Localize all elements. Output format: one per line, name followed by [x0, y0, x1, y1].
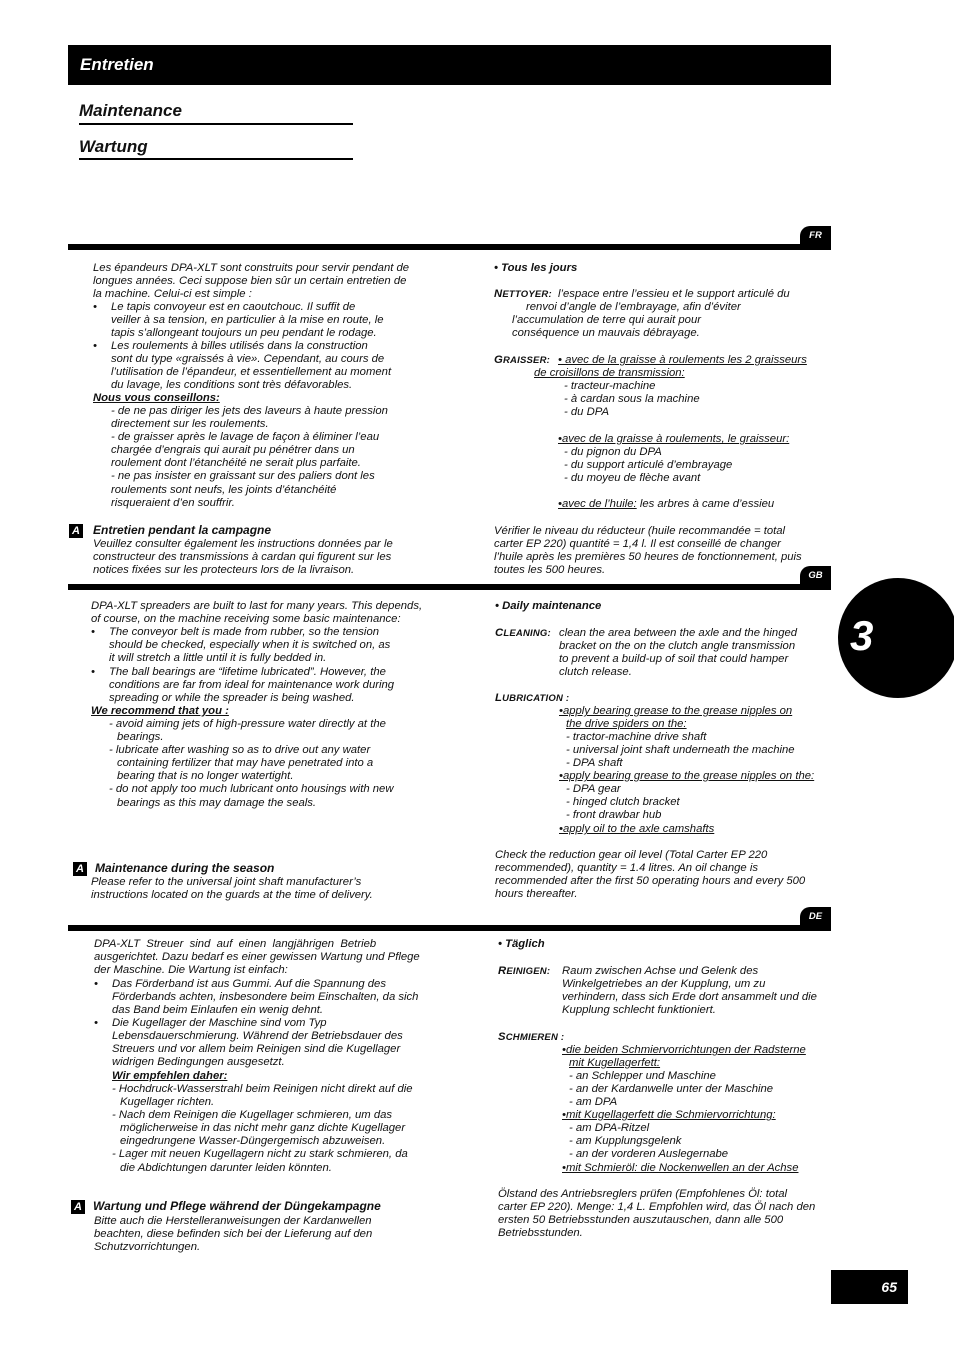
- gb-check-text: Check the reduction gear oil level (Total Carter EP 220 recommended), quantity = 1.4 litres. An oil change is recommended after the first 50 operating hours and every 500 hours thereafter.: [495, 849, 806, 901]
- de-advice-list: - Hochdruck-Wasserstrahl beim Reinigen nicht direkt auf die Kugellager richten. - Nach dem Reinigen die Kugellager schmieren, um das möglicherweise in das nicht mehr ganz dichte Kugellager eingedrungene Wasser-Düngergemisch abzuweisen. - Lager mit neuen Kugellagern nicht zu stark schmieren, da die Abdichtungen darunter leiden könnten.: [112, 1083, 413, 1174]
- de-campaign-text: Bitte auch die Herstelleranweisungen der Kardanwellen beachten, diese befinden sich bei der Lieferung auf den Schutzvorrichtungen.: [94, 1215, 373, 1254]
- fr-oil-item: •avec de l’huile: les arbres à came d’essieu: [558, 498, 775, 510]
- gb-grease-points-1: - tractor-machine drive shaft - universal joint shaft underneath the machine - DPA shaft: [566, 731, 795, 770]
- de-lubrication-label: SCHMIEREN :: [498, 1031, 565, 1043]
- fr-grease-item-1: • avec de la graisse à roulements les 2 graisseurs: [558, 354, 807, 366]
- a-badge: A: [73, 862, 87, 876]
- fr-grease-points-2: - du pignon du DPA - du support articulé d’embrayage - du moyeu de flèche avant: [564, 446, 733, 485]
- fr-bullet-2: Les roulements à billes utilisés dans la construction sont du type «graissés à vie». Cependant, au cours de l’utilisation de l’épandeur, et essentiellement au moment du lavage, les conditions sont très défavorables.: [111, 340, 392, 392]
- fr-bullet-1: Le tapis convoyeur est en caoutchouc. Il suffit de veiller à sa tension, en particulier à la mise en route, le tapis s’allongeant toujours un peu pendant le rodage.: [111, 301, 384, 340]
- gb-advice-list: - avoid aiming jets of high-pressure water directly at the bearings. - lubricate after washing so as to drive out any water containing fertilizer that may have penetrated into a bearing that is no longer watertight. - do not apply too much lubricant onto housings with new bearings as this may damage the seals.: [109, 718, 394, 809]
- fr-clean-label: NETTOYER:: [494, 288, 552, 300]
- fr-campaign-text: Veuillez consulter également les instructions données par le constructeur des transmissions à cardan qui figurent sur les notices fixées sur les protecteurs lors de la livraison.: [93, 538, 393, 577]
- gb-grease-points-2: - DPA gear - hinged clutch bracket - front drawbar hub: [566, 783, 680, 822]
- de-advice-heading: Wir empfehlen daher:: [112, 1070, 228, 1082]
- bullet: •: [94, 978, 98, 990]
- subtitle-underline: [79, 158, 353, 160]
- de-daily-heading: • Täglich: [498, 938, 545, 950]
- de-clean-label: REINIGEN:: [498, 965, 551, 977]
- a-badge: A: [71, 1200, 85, 1214]
- de-grease-item-2: •mit Kugellagerfett die Schmiervorrichtung:: [562, 1109, 776, 1121]
- bullet: •: [94, 1017, 98, 1029]
- subtitle-wartung: Wartung: [79, 137, 148, 156]
- gb-grease-item-1-cont: the drive spiders on the:: [566, 718, 687, 730]
- gb-oil-item: •apply oil to the axle camshafts: [559, 823, 715, 835]
- bullet: •: [91, 626, 95, 638]
- fr-advice-list: - de ne pas diriger les jets des laveurs à haute pression directement sur les roulements. - de graisser après le lavage de façon à éliminer l’eau chargée d’engrais qui aurait pu pénétrer dans un roulement dont l’étanchéité ne serait plus parfaite. - ne pas insister en graissant sur des paliers dont les roulements sont neufs, les joints d’étanchéité risqueraient d’en souffrir.: [111, 405, 388, 509]
- de-intro: DPA-XLT Streuer sind auf einen langjährigen Betrieb ausgerichtet. Dazu bedarf es einer gewissen Wartung und Pflege der Maschine. Die Wartung ist einfach:: [94, 938, 420, 977]
- gb-grease-item-2: •apply bearing grease to the grease nipples on the:: [559, 770, 815, 782]
- gb-bullet-2: The ball bearings are “lifetime lubricated”. However, the conditions are far from ideal for maintenance work during spreading or while the spreader is being washed.: [109, 666, 395, 705]
- gb-intro: DPA-XLT spreaders are built to last for many years. This depends, of course, on the machine receiving some basic maintenance:: [91, 600, 423, 626]
- fr-intro: Les épandeurs DPA-XLT sont construits pour servir pendant de longues années. Ceci suppose bien sûr un certain entretien de la machine. Celui-ci est simple :: [93, 262, 410, 301]
- page-number: 65: [881, 1279, 897, 1295]
- gb-campaign-title: Maintenance during the season: [95, 861, 275, 875]
- language-tab-de: DE: [800, 907, 831, 927]
- gb-advice-heading: We recommend that you :: [91, 705, 229, 717]
- bullet: •: [93, 340, 97, 352]
- gb-clean-text: clean the area between the axle and the hinged bracket on the on the clutch angle transmission to prevent a build-up of soil that could hamper clutch release.: [559, 627, 798, 679]
- fr-grease-points-1: - tracteur-machine - à cardan sous la machine - du DPA: [564, 380, 700, 419]
- gb-campaign-text: Please refer to the universal joint shaft manufacturer’s instructions located on the guards at the time of delivery.: [91, 876, 373, 902]
- de-bullet-2: Die Kugellager der Maschine sind vom Typ Lebensdauerschmierung. Während der Betriebsdauer des Streuers und vor allem beim Reinigen sind die Kugellager widrigen Bedingungen ausgesetzt.: [112, 1017, 403, 1069]
- de-oil-item: •mit Schmieröl: die Nockenwellen an der Achse: [562, 1162, 799, 1174]
- de-grease-points-2: - am DPA-Ritzel - am Kupplungsgelenk - an der vorderen Auslegernabe: [569, 1122, 729, 1161]
- gb-bullet-1: The conveyor belt is made from rubber, so the tension should be checked, especially when it is switched on, as it will stretch a little until it is fully bedded in.: [109, 626, 391, 665]
- de-bullet-1: Das Förderband ist aus Gummi. Auf die Spannung des Förderbands achten, insbesondere beim Einschalten, da sich das Band beim Einlaufen ein wenig dehnt.: [112, 978, 419, 1017]
- gb-clean-label: CLEANING:: [495, 627, 551, 639]
- fr-check-text: Vérifier le niveau du réducteur (huile recommandée = total carter EP 220) quantité = 1,4 l. Il est conseillé de changer l’huile après les premières 50 heures de fonctionnement, puis toutes les 500 heures.: [494, 525, 802, 577]
- fr-advice-heading: Nous vous conseillons:: [93, 392, 220, 404]
- a-badge: A: [69, 524, 83, 538]
- fr-daily-heading: • Tous les jours: [494, 262, 578, 274]
- chapter-number: 3: [850, 612, 874, 659]
- de-campaign-title: Wartung und Pflege während der Düngekampagne: [93, 1199, 381, 1213]
- gb-grease-item-1: •apply bearing grease to the grease nipples on: [559, 705, 793, 717]
- de-check-text: Ölstand des Antriebsreglers prüfen (Empfohlenes Öl: total carter EP 220). Menge: 1,4 L. Empfohlen wird, das Öl nach den ersten 50 Betriebsstunden auszutauschen, dann alle 500 Betriebsstunden.: [498, 1188, 816, 1240]
- bullet: •: [91, 666, 95, 678]
- fr-grease-label: GRAISSER:: [494, 354, 550, 366]
- subtitle-maintenance: Maintenance: [79, 101, 182, 120]
- section-rule: [68, 584, 831, 590]
- section-rule: [68, 925, 831, 931]
- fr-campaign-title: Entretien pendant la campagne: [93, 523, 272, 537]
- fr-clean-text-cont: renvoi d’angle de l’embrayage, afin d’éviter l’accumulation de terre qui aurait pour conséquence un mauvais débrayage.: [512, 301, 741, 340]
- de-grease-item-1: •die beiden Schmiervorrichtungen der Radsterne: [562, 1044, 806, 1056]
- language-tab-gb: GB: [800, 566, 831, 586]
- fr-grease-item-1-cont: de croisillons de transmission:: [534, 367, 685, 379]
- fr-grease-item-2: •avec de la graisse à roulements, le graisseur:: [558, 433, 790, 445]
- bullet: •: [93, 301, 97, 313]
- de-grease-item-1-cont: mit Kugellagerfett:: [569, 1057, 661, 1069]
- page-title: Entretien: [80, 55, 154, 74]
- section-rule: [68, 244, 831, 250]
- de-clean-text: Raum zwischen Achse und Gelenk des Winkelgetriebes an der Kupplung, um zu verhindern, dass sich Erde dort ansammelt und die Kupplung schlecht funktioniert.: [562, 965, 817, 1017]
- fr-clean-text: l’espace entre l’essieu et le support articulé du: [558, 288, 790, 300]
- gb-daily-heading: • Daily maintenance: [495, 600, 602, 612]
- language-tab-fr: FR: [800, 226, 831, 246]
- subtitle-underline: [79, 123, 353, 125]
- de-grease-points-1: - an Schlepper und Maschine - an der Kardanwelle unter der Maschine - am DPA: [569, 1070, 774, 1109]
- gb-lubrication-label: LUBRICATION :: [495, 692, 570, 704]
- header-bar: [68, 45, 831, 85]
